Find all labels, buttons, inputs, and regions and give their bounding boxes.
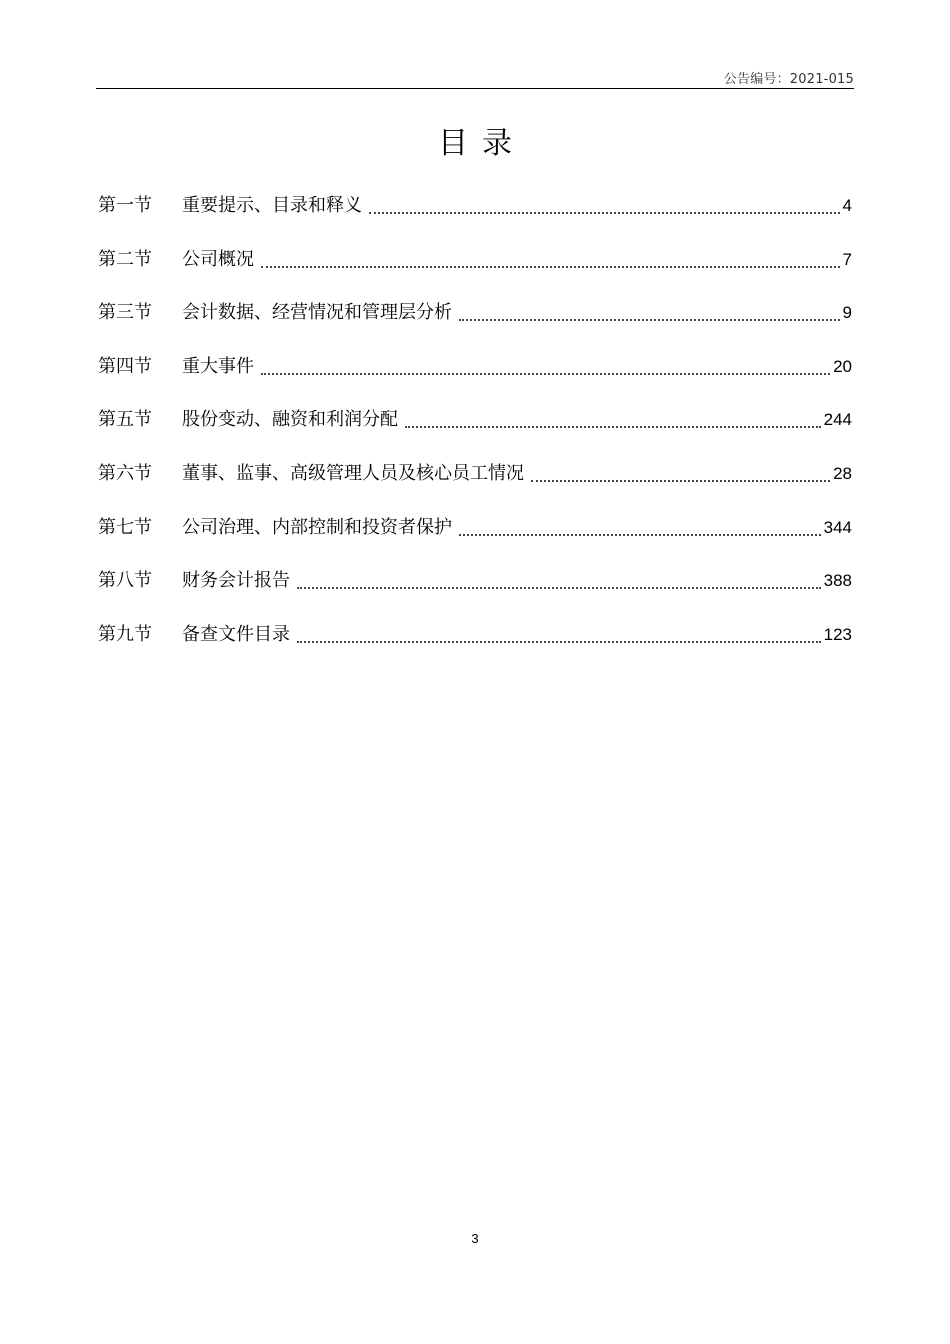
toc-dot-leader bbox=[297, 617, 821, 643]
toc-section-title: 重要提示、目录和释义 bbox=[182, 195, 362, 216]
toc-dot-leader bbox=[405, 402, 821, 428]
toc-section-number: 第五节 bbox=[98, 409, 152, 431]
toc-entry[interactable] bbox=[98, 510, 852, 564]
toc-dot-leader bbox=[459, 295, 840, 321]
footer-page-number: 3 bbox=[471, 1231, 479, 1246]
toc-entry[interactable] bbox=[98, 188, 852, 242]
toc-dot-leader bbox=[531, 456, 830, 482]
toc-page-number: 7 bbox=[842, 249, 852, 269]
toc-section-title: 备查文件目录 bbox=[182, 623, 290, 645]
toc-section-number: 第一节 bbox=[98, 195, 152, 216]
toc-section-title: 财务会计报告 bbox=[182, 570, 290, 592]
toc-entry[interactable] bbox=[98, 242, 852, 296]
toc-section-number: 第六节 bbox=[98, 462, 152, 484]
toc-section-title: 会计数据、经营情况和管理层分析 bbox=[182, 302, 452, 324]
toc-section-number: 第八节 bbox=[98, 570, 152, 592]
toc-page-number: 123 bbox=[823, 624, 852, 644]
toc-page-number: 388 bbox=[823, 571, 852, 591]
toc-dot-leader bbox=[369, 188, 840, 214]
toc-dot-leader bbox=[261, 349, 830, 375]
toc-section-number: 第七节 bbox=[98, 516, 152, 538]
toc-entry[interactable] bbox=[98, 617, 852, 671]
toc-entry[interactable] bbox=[98, 349, 852, 403]
toc-section-title: 董事、监事、高级管理人员及核心员工情况 bbox=[182, 462, 524, 484]
header-divider bbox=[96, 88, 854, 89]
toc-dot-leader bbox=[261, 242, 840, 268]
toc-section-title: 股份变动、融资和利润分配 bbox=[182, 409, 398, 431]
toc-page-number: 20 bbox=[833, 356, 852, 376]
toc-dot-leader bbox=[459, 510, 821, 536]
toc-page-number: 4 bbox=[842, 196, 852, 215]
toc-section-title: 重大事件 bbox=[182, 355, 254, 377]
toc-section-number: 第九节 bbox=[98, 623, 152, 645]
toc-section-number: 第四节 bbox=[98, 355, 152, 377]
toc-page-number: 244 bbox=[823, 410, 852, 430]
toc-entry[interactable] bbox=[98, 456, 852, 510]
toc-section-title: 公司治理、内部控制和投资者保护 bbox=[182, 516, 452, 538]
page-title: 目录 bbox=[438, 126, 526, 161]
table-of-contents bbox=[98, 188, 852, 670]
toc-page-number: 344 bbox=[823, 517, 852, 537]
toc-section-title: 公司概况 bbox=[182, 248, 254, 270]
toc-entry[interactable] bbox=[98, 295, 852, 349]
toc-page-number: 9 bbox=[842, 303, 852, 323]
announcement-code: 公告编号：2021-015 bbox=[723, 72, 854, 87]
toc-entry[interactable] bbox=[98, 563, 852, 617]
toc-section-number: 第二节 bbox=[98, 248, 152, 270]
toc-page-number: 28 bbox=[833, 463, 852, 483]
toc-entry[interactable] bbox=[98, 402, 852, 456]
toc-section-number: 第三节 bbox=[98, 302, 152, 324]
toc-dot-leader bbox=[297, 563, 821, 589]
